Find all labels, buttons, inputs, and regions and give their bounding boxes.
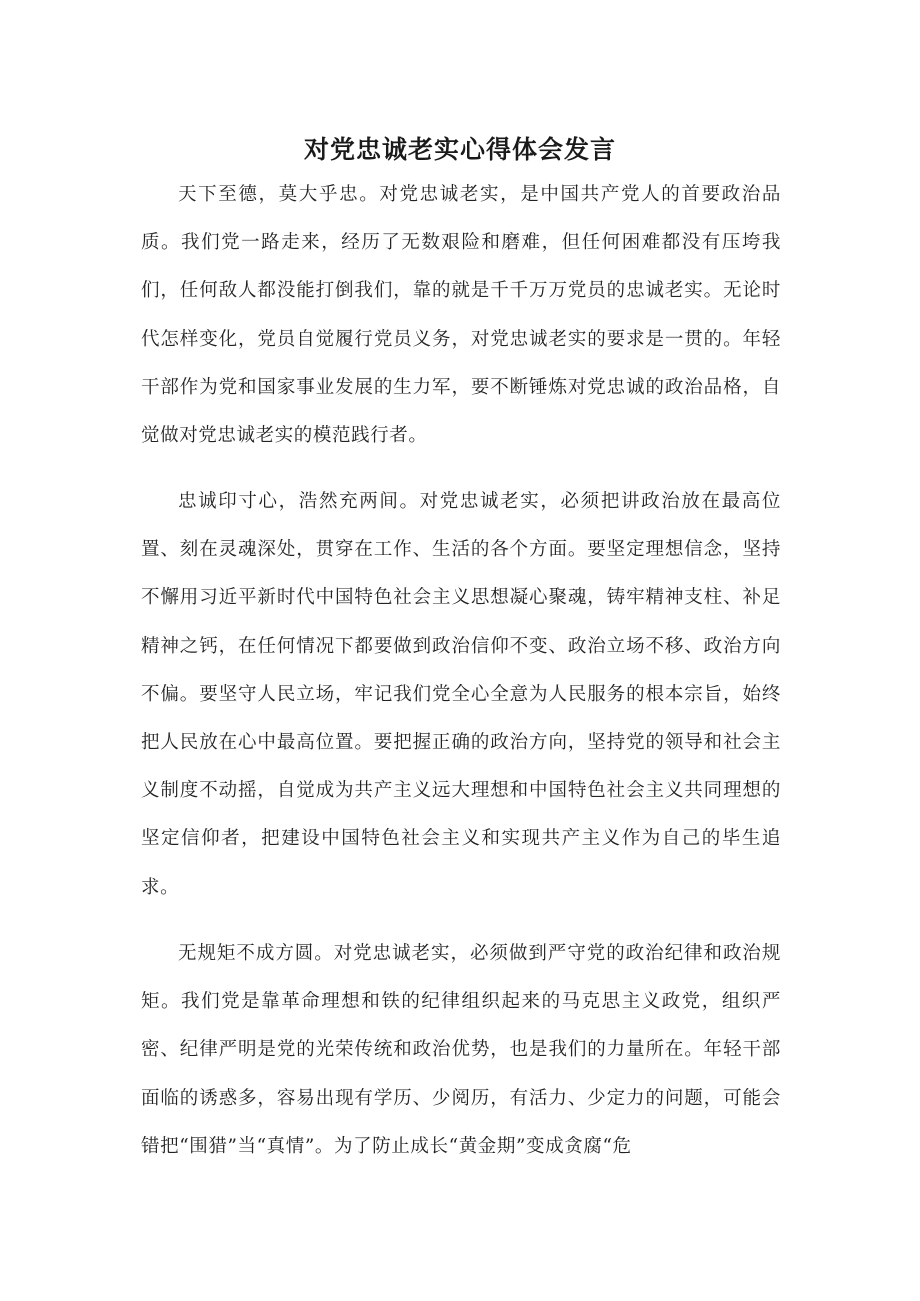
paragraph-1: 天下至德，莫大乎忠。对党忠诚老实，是中国共产党人的首要政治品质。我们党一路走来，经历了无数艰险和磨难，但任何困难都没有压垮我们，任何敌人都没能打倒我们，靠的就是千千万万党员的忠诚老实。无论时代怎样变化，党员自觉履行党员义务，对党忠诚老实的要求是一贯的。年轻干部作为党和国家事业发展的生力军，要不断锤炼对党忠诚的政治品格，自觉做对党忠诚老实的模范践行者。 — [141, 184, 781, 447]
paragraph-3: 无规矩不成方圆。对党忠诚老实，必须做到严守党的政治纪律和政治规矩。我们党是靠革命理想和铁的纪律组织起来的马克思主义政党，组织严密、纪律严明是党的光荣传统和政治优势，也是我们的力量所在。年轻干部面临的诱惑多，容易出现有学历、少阅历，有活力、少定力的问题，可能会错把“围猎”当“真情”。为了防止成长“黄金期”变成贪腐“危 — [141, 943, 781, 1157]
document-title: 对党忠诚老实心得体会发言 — [303, 134, 616, 164]
paragraph-2: 忠诚印寸心，浩然充两间。对党忠诚老实，必须把讲政治放在最高位置、刻在灵魂深处，贯穿在工作、生活的各个方面。要坚定理想信念，坚持不懈用习近平新时代中国特色社会主义思想凝心聚魂，铸牢精神支柱、补足精神之钙，在任何情况下都要做到政治信仰不变、政治立场不移、政治方向不偏。要坚守人民立场，牢记我们党全心全意为人民服务的根本宗旨，始终把人民放在心中最高位置。要把握正确的政治方向，坚持党的领导和社会主义制度不动摇，自觉成为共产主义远大理想和中国特色社会主义共同理想的坚定信仰者，把建设中国特色社会主义和实现共产主义作为自己的毕生追求。 — [141, 491, 781, 898]
